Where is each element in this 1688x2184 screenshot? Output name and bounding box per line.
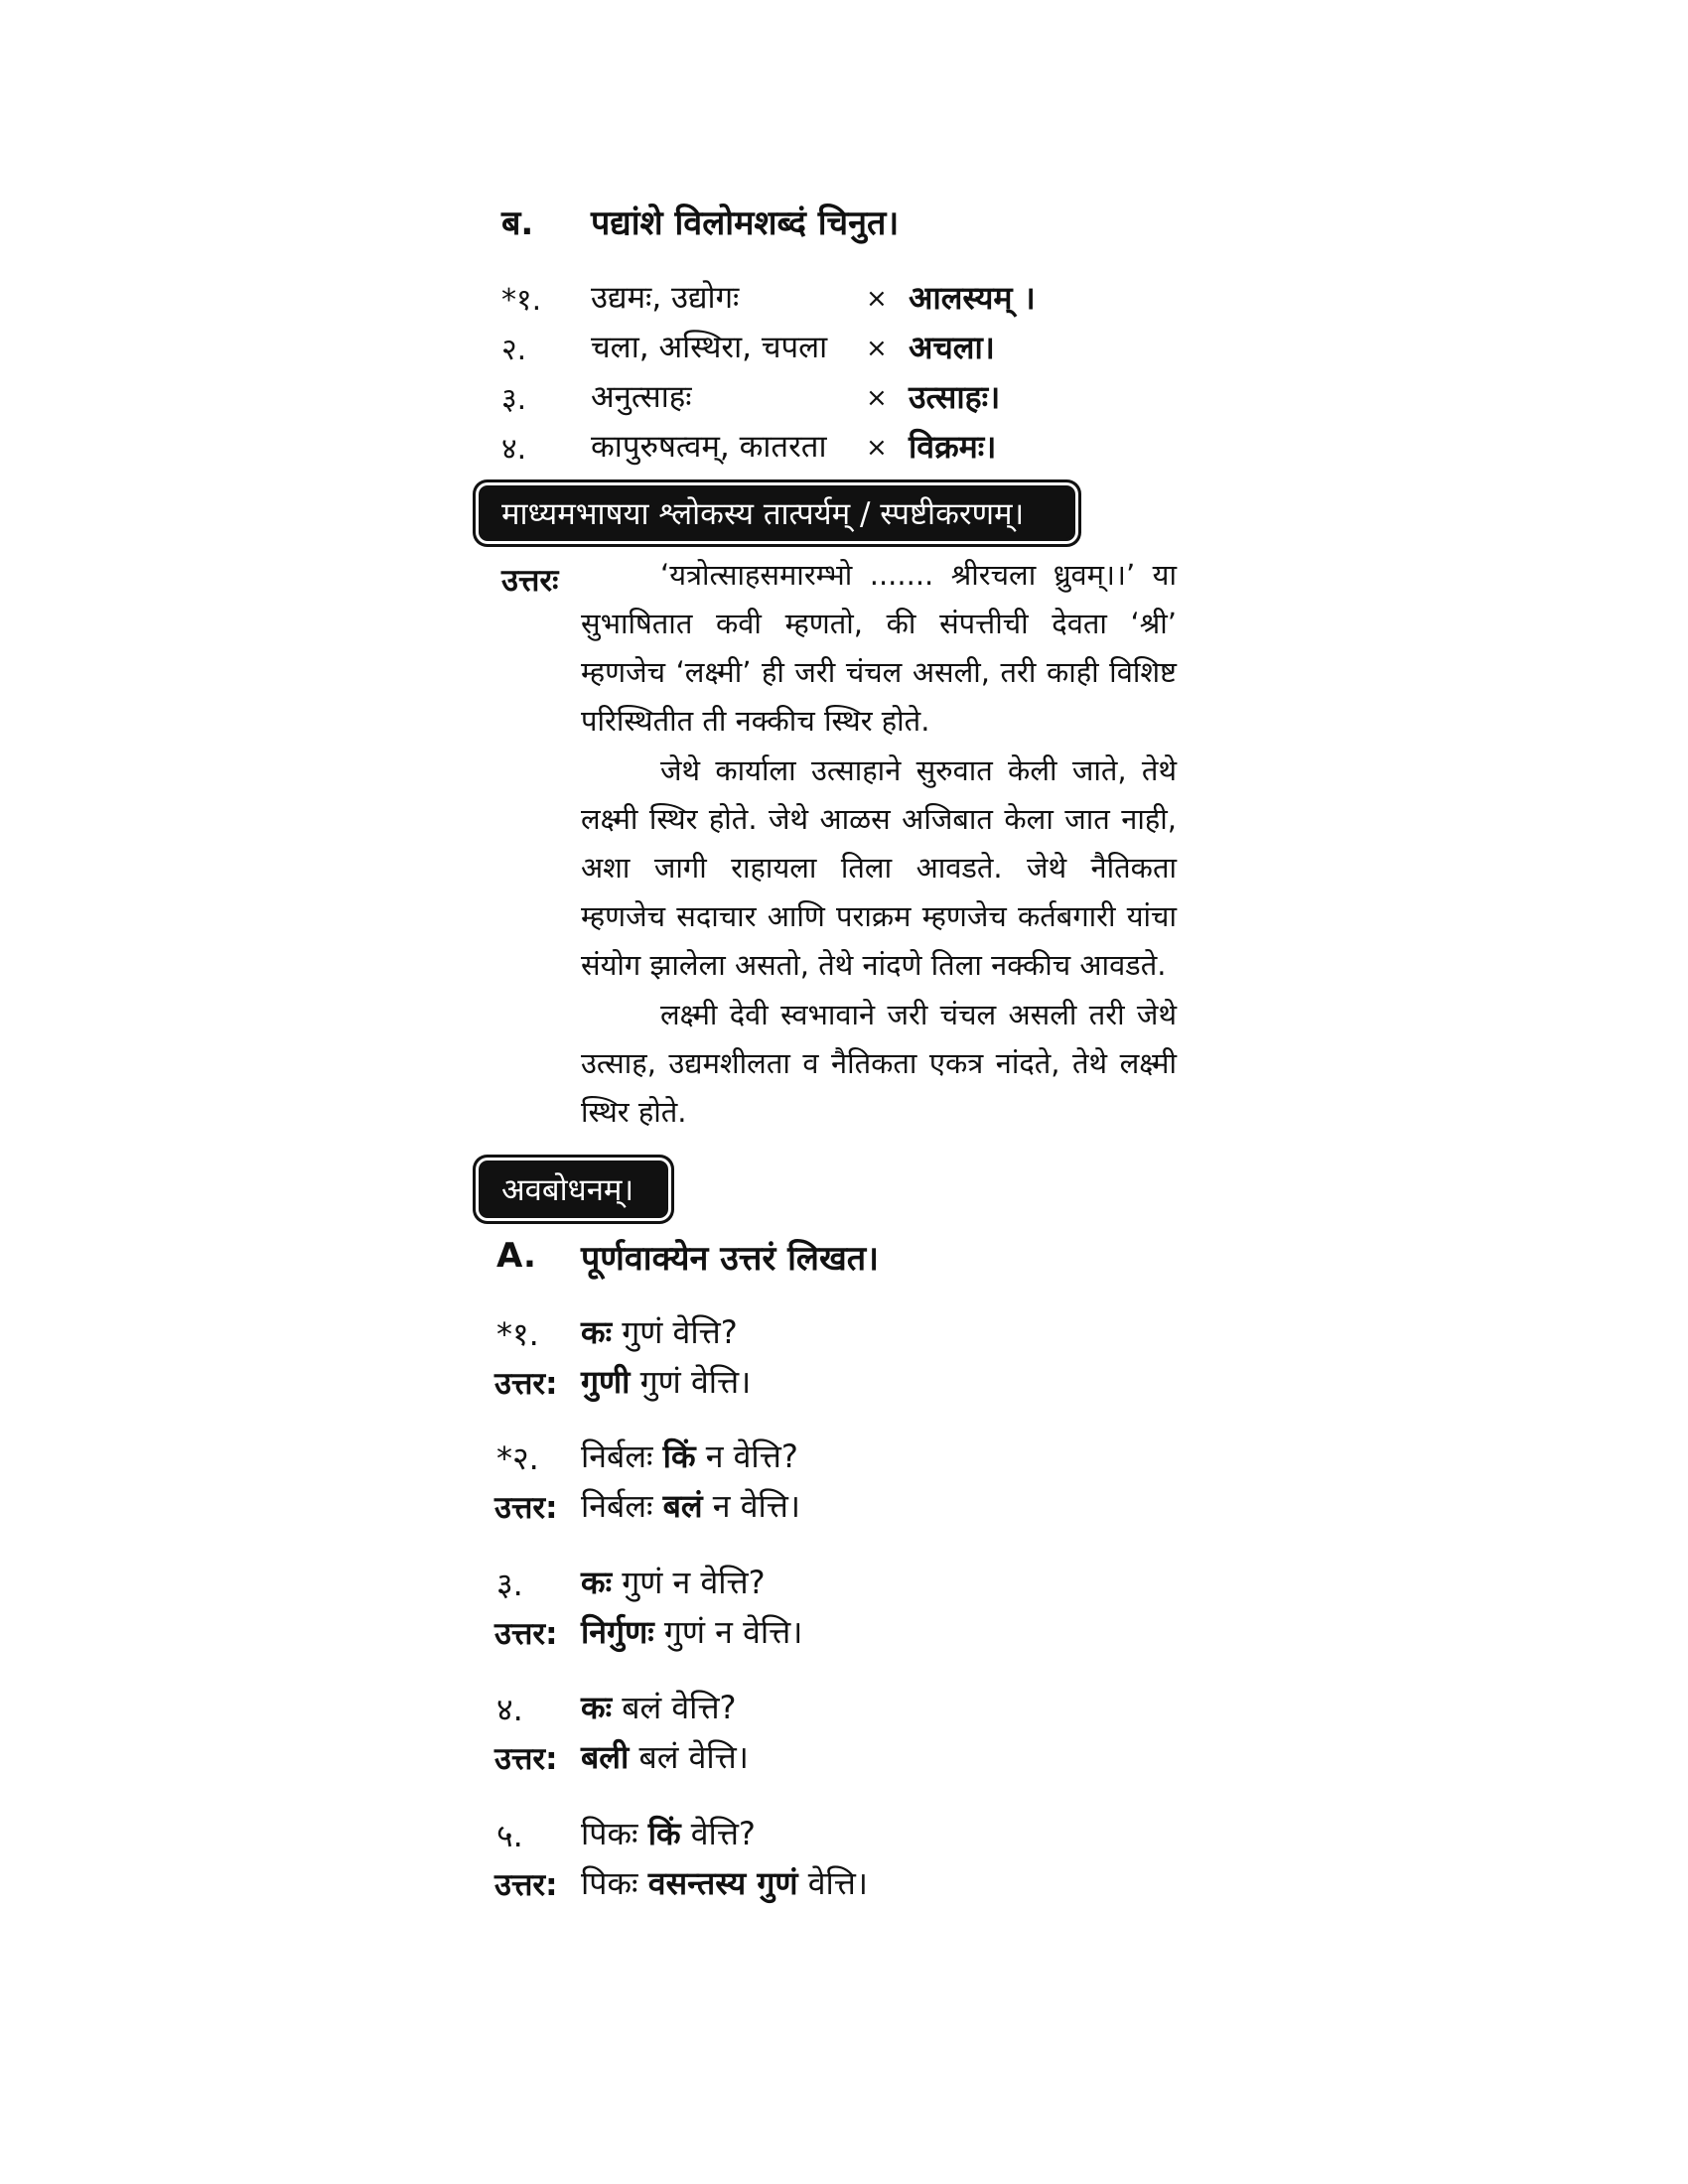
explanation-paragraph-2 <box>581 747 1177 990</box>
question-number: *१. <box>496 1315 539 1353</box>
explanation-banner-text: माध्यमभाषया श्लोकस्य तात्पर्यम् / स्पष्टीकरणम्। <box>501 496 1025 532</box>
comprehension-banner-text: अवबोधनम्। <box>501 1172 634 1208</box>
question-bold: किं <box>662 1437 696 1475</box>
question-bold: कः <box>581 1564 613 1601</box>
answer-label: उत्तर: <box>494 1741 558 1777</box>
question <box>581 1812 756 1854</box>
question-rest: गुणं वेत्ति? <box>612 1313 738 1351</box>
paragraph-text: लक्ष्मी देवी स्वभावाने जरी चंचल असली तरी जेथे उत्साह, उद्यमशीलता व नैतिकता एकत्र नांदते, तेथे लक्ष्मी स्थिर होते. <box>581 998 1177 1129</box>
answer-bold: गुणी <box>581 1363 631 1401</box>
answer-rest: बलं वेत्ति। <box>629 1738 749 1776</box>
question-number: ३. <box>496 1566 523 1603</box>
answer-label: उत्तर: <box>494 1867 558 1903</box>
answer-label: उत्तर: <box>494 1366 558 1402</box>
question-prefix: निर्बलः <box>581 1437 663 1475</box>
word: कापुरुषत्वम्, कातरता <box>591 429 827 465</box>
question-rest: वेत्ति? <box>680 1815 756 1852</box>
word: उद्यमः, उद्योगः <box>591 280 740 316</box>
row-number: २. <box>501 333 527 367</box>
answer-bold: बली <box>581 1738 630 1776</box>
question-bold: कः <box>581 1689 613 1726</box>
answer <box>581 1484 800 1527</box>
answer-bold: निर्गुणः <box>581 1613 654 1651</box>
section-b-marker: ब. <box>501 204 534 243</box>
answer-label: उत्तरः <box>501 563 559 599</box>
row-number: *१. <box>501 283 542 318</box>
answer <box>581 1610 802 1653</box>
answer-label: उत्तर: <box>494 1490 558 1526</box>
question-rest: न वेत्ति? <box>695 1437 798 1475</box>
answer-prefix: पिकः <box>581 1864 648 1902</box>
section-a-heading: पूर्णवाक्येन उत्तरं लिखत। <box>581 1239 880 1279</box>
question-rest: बलं वेत्ति? <box>612 1689 737 1726</box>
answer <box>581 1861 868 1904</box>
paragraph-text: ‘यत्रोत्साहसमारम्भो ....... श्रीरचला ध्रुवम्।।’ या सुभाषितात कवी म्हणतो, की संपत्तीची देवता ‘श्री’ म्हणजेच ‘लक्ष्मी’ ही जरी चंचल असली, तरी काही विशिष्ट परिस्थितीत ती नक्कीच स्थिर होते. <box>581 558 1177 738</box>
times-sign: × <box>866 433 888 463</box>
explanation-paragraph-1 <box>581 551 1177 746</box>
answer-rest: गुणं वेत्ति। <box>630 1363 752 1401</box>
question-number: *२. <box>496 1439 539 1477</box>
times-sign: × <box>866 284 888 314</box>
antonym: आलस्यम् । <box>909 279 1036 317</box>
answer-label: उत्तर: <box>494 1616 558 1652</box>
antonym: अचला। <box>909 329 995 366</box>
row-number: ४. <box>501 432 527 467</box>
row-number: ३. <box>501 382 527 417</box>
question-rest: गुणं न वेत्ति? <box>612 1564 766 1601</box>
answer-prefix: निर्बलः <box>581 1487 663 1525</box>
times-sign: × <box>866 383 888 413</box>
answer <box>581 1735 749 1778</box>
question-bold: कः <box>581 1313 613 1351</box>
comprehension-banner <box>482 1163 665 1215</box>
question <box>581 1686 737 1728</box>
question-prefix: पिकः <box>581 1815 648 1852</box>
explanation-banner <box>482 488 1072 538</box>
antonym: विक्रमः। <box>909 428 997 466</box>
question-number: ५. <box>496 1817 523 1854</box>
question <box>581 1561 766 1603</box>
answer-rest: न वेत्ति। <box>702 1487 801 1525</box>
answer-rest: गुणं न वेत्ति। <box>653 1613 803 1651</box>
answer-rest: वेत्ति। <box>797 1864 869 1902</box>
paragraph-text: जेथे कार्याला उत्साहाने सुरुवात केली जाते, तेथे लक्ष्मी स्थिर होते. जेथे आळस अजिबात केला जात नाही, अशा जागी राहायला तिला आवडते. जेथे नैतिकता म्हणजेच सदाचार आणि पराक्रम म्हणजेच कर्तबगारी यांचा संयोग झालेला असतो, तेथे नांदणे तिला नक्कीच आवडते. <box>581 753 1177 982</box>
explanation-paragraph-3 <box>581 991 1177 1137</box>
times-sign: × <box>866 334 888 363</box>
answer-bold: बलं <box>662 1487 703 1525</box>
answer-bold: वसन्तस्य गुणं <box>647 1864 798 1902</box>
question-number: ४. <box>496 1691 523 1728</box>
answer <box>581 1360 751 1403</box>
antonym: उत्साहः। <box>909 378 1001 416</box>
section-a-marker: A. <box>496 1236 536 1276</box>
word: अनुत्साहः <box>591 379 692 415</box>
question-bold: किं <box>647 1815 681 1852</box>
word: चला, अस्थिरा, चपला <box>591 330 828 365</box>
section-b-heading: पद्यांशे विलोमशब्दं चिनुत। <box>591 204 900 243</box>
question <box>581 1310 738 1353</box>
question <box>581 1434 798 1477</box>
